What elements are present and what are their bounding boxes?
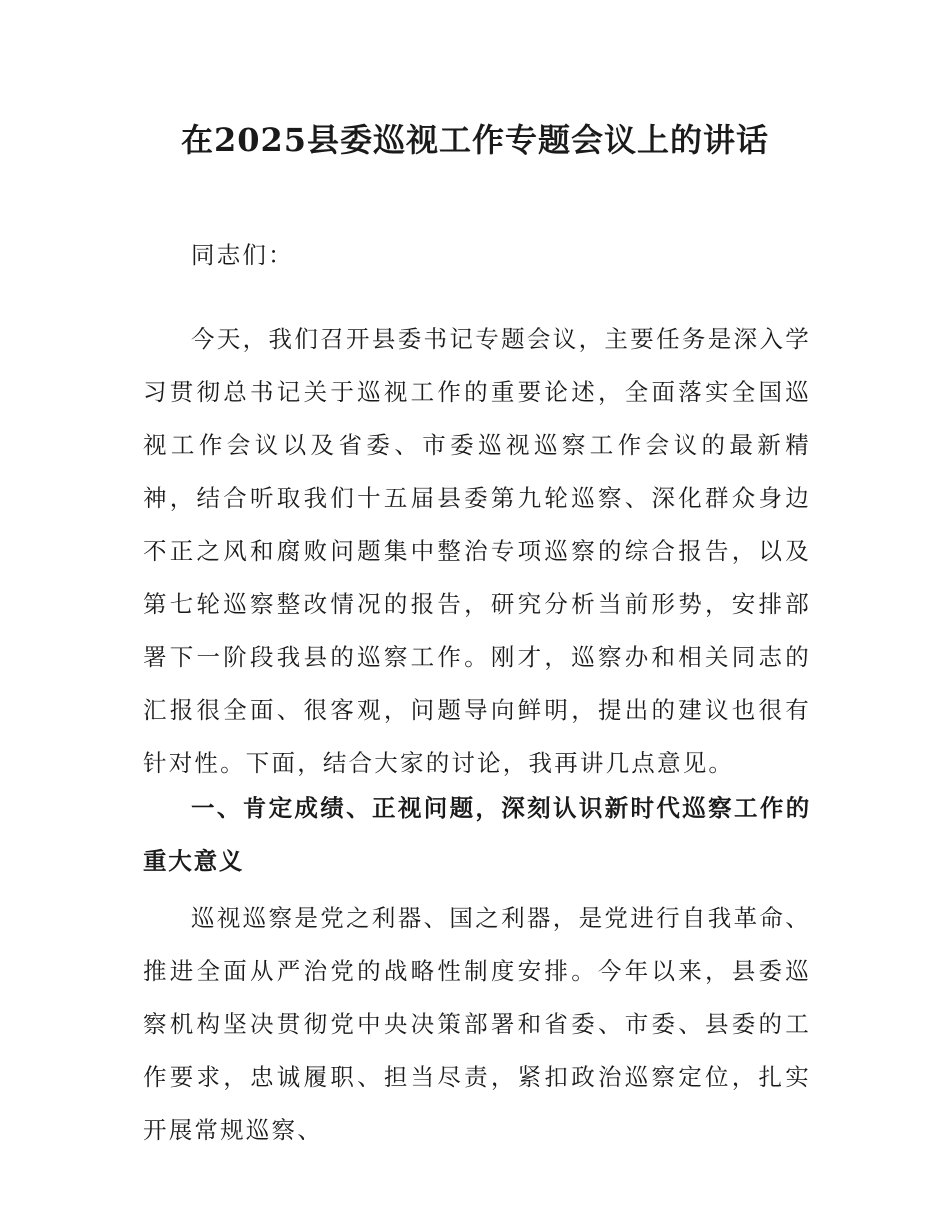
greeting: 同志们： <box>191 241 294 269</box>
paragraph-1: 今天，我们召开县委书记专题会议，主要任务是深入学习贯彻总书记关于巡视工作的重要论述，全面落实全国巡视工作会议以及省委、市委巡视巡察工作会议的最新精神，结合听取我们十五届县委第九轮巡察、深化群众身边不正之风和腐败问题集中整治专项巡察的综合报告，以及第七轮巡察整改情况的报告，研究分析当前形势，安排部署下一阶段我县的巡察工作。刚才，巡察办和相关同志的汇报很全面、很客观，问题导向鲜明，提出的建议也很有针对性。下面，结合大家的讨论，我再讲几点意见。 <box>143 325 811 777</box>
paragraph-2: 巡视巡察是党之利器、国之利器，是党进行自我革命、推进全面从严治党的战略性制度安排。今年以来，县委巡察机构坚决贯彻党中央决策部署和省委、市委、县委的工作要求，忠诚履职、担当尽责，紧扣政治巡察定位，扎实开展常规巡察、 <box>143 904 811 1144</box>
document-title: 在2025县委巡视工作专题会议上的讲话 <box>180 121 770 159</box>
section-heading-1: 一、肯定成绩、正视问题，深刻认识新时代巡察工作的重大意义 <box>143 794 811 875</box>
